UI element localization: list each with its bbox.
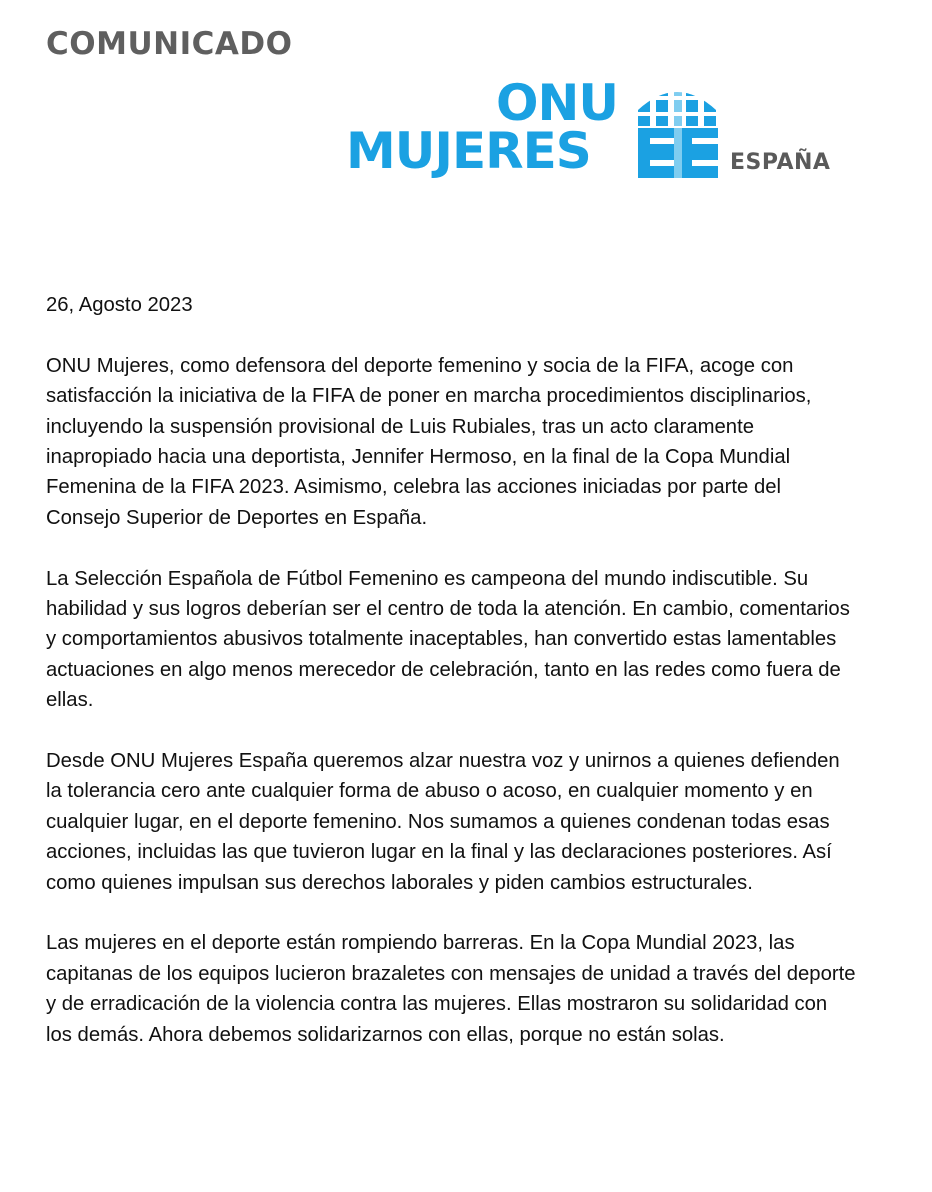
body-paragraph: La Selección Española de Fútbol Femenino es campeona del mundo indiscutible. Su habilidad y sus logros deberían ser el centro de toda la atención. En cambio, comentarios y comportamientos abusivos totalmente inaceptables, han convertido estas lamentables actuaciones en algo menos merecedor de celebración, tanto en las redes como fuera de ellas. [46,567,850,712]
body-paragraph: ONU Mujeres, como defensora del deporte femenino y socia de la FIFA, acoge con satisfacción la iniciativa de la FIFA de poner en marcha procedimientos disciplinarios, incluyendo la suspensión provisional de Luis Rubiales, tras un acto claramente inapropiado hacia una deportista, Jennifer Hermoso, en la final de la Copa Mundial Femenina de la FIFA 2023. Asimismo, celebra las acciones iniciadas por parte del Consejo Superior de Deportes en España. [46,354,812,529]
un-women-spain-logo [346,74,846,182]
logo-country-text: ESPAÑA [730,150,831,175]
un-women-emblem-icon [636,80,718,178]
logo-mujeres-text: MUJERES [346,122,591,180]
body-paragraph: Las mujeres en el deporte están rompiendo barreras. En la Copa Mundial 2023, las capitanas de los equipos lucieron brazaletes con mensajes de unidad a través del deporte y de erradicación de la violencia contra las mujeres. Ellas mostraron su solidaridad con los demás. Ahora debemos solidarizarnos con ellas, porque no están solas. [46,932,856,1046]
body-paragraph: Desde ONU Mujeres España queremos alzar nuestra voz y unirnos a quienes defienden la tolerancia cero ante cualquier forma de abuso o acoso, en cualquier momento y en cualquier lugar, en el deporte femenino. Nos sumamos a quienes condenan todas esas acciones, incluidas las que tuvieron lugar en la final y las declaraciones posteriores. Así como quienes impulsan sus derechos laborales y piden cambios estructurales. [46,750,840,894]
logo-onu-text: ONU [496,74,618,132]
document-type-heading: COMUNICADO [46,26,293,62]
document-date: 26, Agosto 2023 [46,294,193,316]
document-body [46,290,856,1050]
